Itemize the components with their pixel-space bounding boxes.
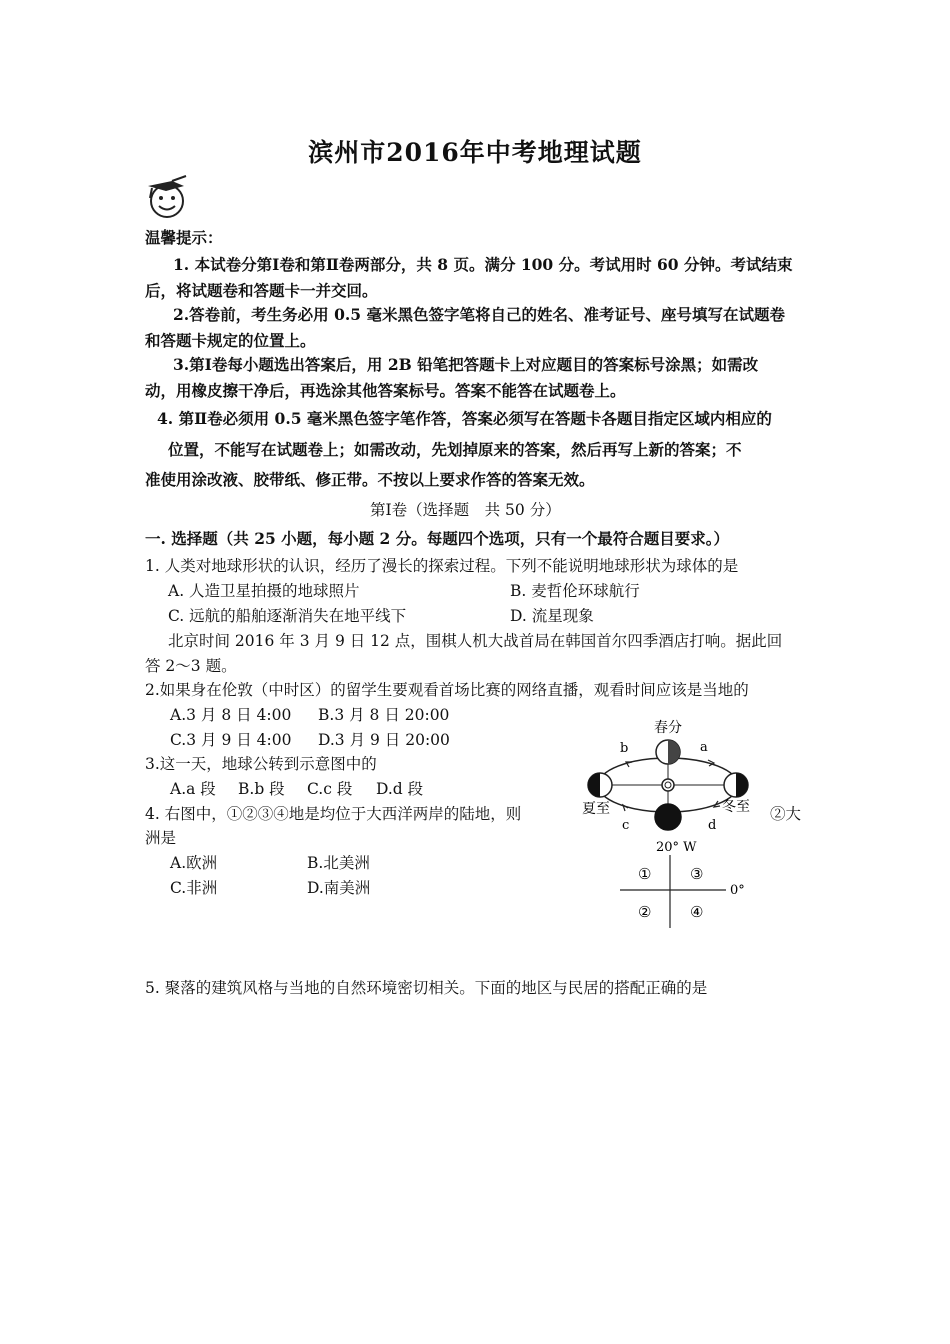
q5-stem: 5. 聚落的建筑风格与当地的自然环境密切相关。下面的地区与民居的搭配正确的是 [145, 979, 708, 997]
q4-option-a: A.欧洲 [170, 854, 218, 872]
q2-option-c: C.3 月 9 日 4:00 [170, 731, 292, 749]
tips-heading: 温馨提示： [145, 229, 223, 247]
q4-stem-line-1: 4. 右图中，①②③④地是均位于大西洋两岸的陆地，则 [145, 805, 522, 823]
quadrant-2: ② [638, 903, 652, 921]
q2-option-b: B.3 月 8 日 20:00 [318, 706, 450, 724]
part-heading: 一. 选择题（共 25 小题，每小题 2 分。每题四个选项，只有一个最符合题目要求。） [145, 529, 729, 548]
tip-4-line-2: 位置，不能写在试题卷上；如需改动，先划掉原来的答案，然后再写上新的答案；不 [168, 440, 742, 459]
q1-option-c: C. 远航的船舶逐渐消失在地平线下 [168, 607, 407, 625]
q4-option-c: C.非洲 [170, 879, 218, 897]
label-latitude: 0° [730, 883, 745, 898]
label-c: c [622, 818, 630, 833]
smiley-icon [142, 172, 192, 222]
sun-icon [662, 779, 674, 791]
q3-option-d: D.d 段 [376, 780, 424, 798]
tip-1-line-1: 1. 本试卷分第Ⅰ卷和第Ⅱ卷两部分，共 8 页。满分 100 分。考试用时 60 分钟。考试结束 [173, 255, 793, 274]
label-spring: 春分 [654, 720, 682, 736]
label-b: b [620, 741, 629, 756]
label-d: d [708, 818, 717, 833]
q4-stem-tail: ②大 [770, 805, 802, 823]
q3-option-b: B.b 段 [238, 780, 285, 798]
label-winter: 冬至 [722, 799, 750, 815]
q2-option-d: D.3 月 9 日 20:00 [318, 731, 450, 749]
q1-stem: 1. 人类对地球形状的认识，经历了漫长的探索过程。下列不能说明地球形状为球体的是 [145, 557, 739, 575]
q4-option-b: B.北美洲 [307, 854, 370, 872]
quadrant-diagram [608, 855, 758, 930]
tip-4-line-1: 4. 第Ⅱ卷必须用 0.5 毫米黑色签字笔作答，答案必须写在答题卡各题目指定区域内相应的 [157, 409, 772, 428]
section-title: 第Ⅰ卷（选择题 共 50 分） [370, 501, 561, 519]
quadrant-4: ④ [690, 903, 704, 921]
tip-1-line-2: 后，将试题卷和答题卡一并交回。 [145, 281, 378, 300]
tip-2-line-2: 和答题卡规定的位置上。 [145, 331, 316, 350]
quadrant-3: ③ [690, 865, 704, 883]
label-summer: 夏至 [582, 801, 610, 817]
q2-stem: 2.如果身在伦敦（中时区）的留学生要观看首场比赛的网络直播，观看时间应该是当地的 [145, 681, 749, 699]
material-line-1: 北京时间 2016 年 3 月 9 日 12 点，围棋人机大战首局在韩国首尔四季酒店打响。据此回 [168, 632, 783, 650]
tip-3-line-2: 动，用橡皮擦干净后，再选涂其他答案标号。答案不能答在试题卷上。 [145, 381, 626, 400]
orbit-diagram [580, 715, 770, 855]
quadrant-1: ① [638, 865, 652, 883]
arrow-c-icon [623, 805, 628, 811]
label-longitude: 20° W [656, 840, 697, 855]
q1-option-d: D. 流星现象 [510, 607, 594, 625]
q3-stem: 3.这一天，地球公转到示意图中的 [145, 755, 377, 773]
label-a: a [700, 740, 708, 755]
material-line-2: 答 2～3 题。 [145, 657, 237, 675]
tip-3-line-1: 3.第Ⅰ卷每小题选出答案后，用 2B 铅笔把答题卡上对应题目的答案标号涂黑；如需改 [173, 355, 759, 374]
earth-autumn-icon [655, 804, 681, 830]
q1-option-a: A. 人造卫星拍摄的地球照片 [168, 582, 360, 600]
tip-2-line-1: 2.答卷前，考生务必用 0.5 毫米黑色签字笔将自己的姓名、准考证号、座号填写在试题卷 [173, 305, 785, 324]
q2-option-a: A.3 月 8 日 4:00 [170, 706, 292, 724]
q3-option-c: C.c 段 [307, 780, 353, 798]
page-title: 滨州市2016年中考地理试题 [308, 138, 642, 167]
q1-option-b: B. 麦哲伦环球航行 [510, 582, 640, 600]
q4-stem-line-2: 洲是 [145, 829, 177, 847]
tip-4-line-3: 准使用涂改液、胶带纸、修正带。不按以上要求作答的答案无效。 [145, 470, 595, 489]
q4-option-d: D.南美洲 [307, 879, 371, 897]
q3-option-a: A.a 段 [170, 780, 216, 798]
